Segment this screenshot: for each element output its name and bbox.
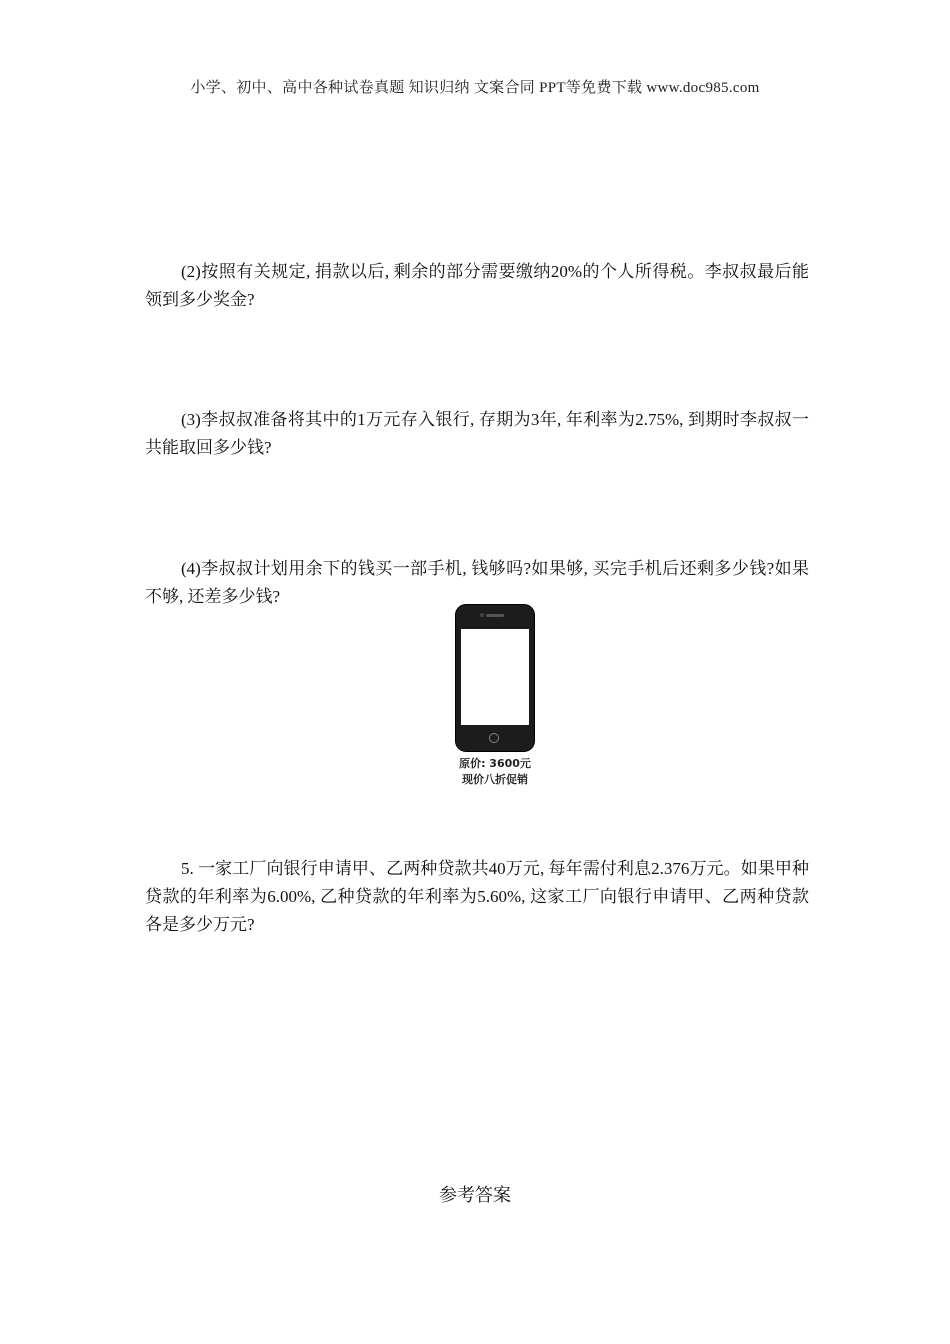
page-header: 小学、初中、高中各种试卷真题 知识归纳 文案合同 PPT等免费下载 www.doc985.com — [190, 80, 760, 96]
phone-speaker — [486, 614, 504, 617]
question-2-text: (2)按照有关规定, 捐款以后, 剩余的部分需要缴纳20%的个人所得税。李叔叔最后能领到多少奖金? — [145, 262, 809, 309]
question-3-text: (3)李叔叔准备将其中的1万元存入银行, 存期为3年, 年利率为2.75%, 到期时李叔叔一共能取回多少钱? — [145, 410, 809, 457]
phone-discount-note: 现价八折促销 — [462, 773, 528, 786]
question-5-text: 5. 一家工厂向银行申请甲、乙两种贷款共40万元, 每年需付利息2.376万元。如果甲种贷款的年利率为6.00%, 乙种贷款的年利率为5.60%, 这家工厂向银行申请甲、乙两种贷款各是多少万元? — [145, 859, 809, 934]
phone-screen — [461, 629, 529, 725]
phone-camera — [480, 613, 484, 617]
phone-illustration — [440, 604, 550, 794]
answer-section-title: 参考答案 — [439, 1185, 511, 1205]
question-4-text: (4)李叔叔计划用余下的钱买一部手机, 钱够吗?如果够, 买完手机后还剩多少钱?如果不够, 还差多少钱? — [145, 559, 809, 606]
phone-home-button — [489, 733, 499, 743]
phone-original-price: 原价: 3600元 — [459, 757, 531, 770]
smartphone-icon — [455, 604, 535, 752]
